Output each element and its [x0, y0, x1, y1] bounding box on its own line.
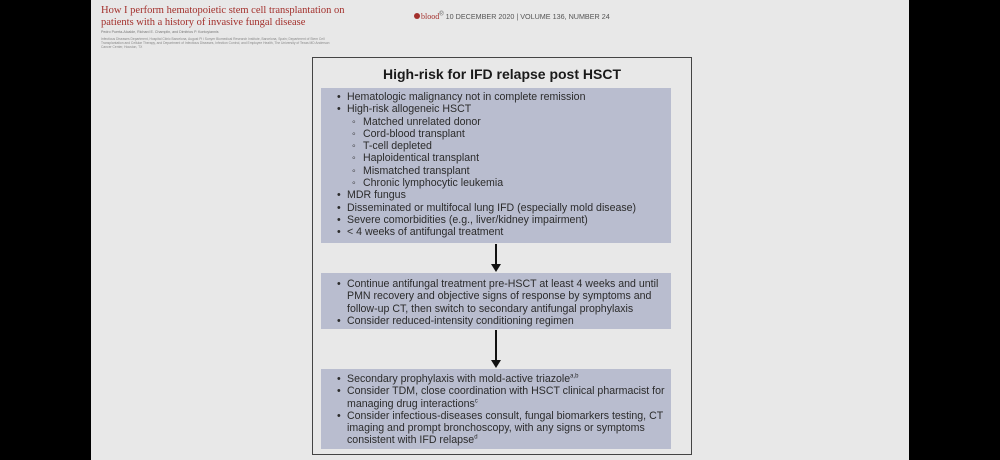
- figure-flowchart: [312, 57, 692, 455]
- sub-list-item: ◦ Mismatched transplant: [337, 165, 665, 177]
- document-page: [91, 0, 909, 460]
- down-arrow-icon: [495, 330, 497, 366]
- article-title: How I perform hematopoietic stem cell transplantation on patients with a history of invasive fungal disease: [101, 5, 345, 28]
- footnote-mark: d: [474, 434, 478, 441]
- list-item: [337, 373, 665, 385]
- down-arrow-icon: [495, 244, 497, 270]
- affiliations: Infectious Diseases Department, Hospital Clínic Barcelona, August Pi i Sunyer Biomedical Research Institute, Barcelona, Spain; Department of Stem Cell Transplantation and Cellular Therapy, and Department of Infectious Diseases, Infection Control, and Employee Health, The University of Texas MD Anderson Cancer Center, Houston, TX: [101, 37, 330, 50]
- risk-factors-panel: [321, 88, 671, 243]
- list-item: • < 4 weeks of antifungal treatment: [337, 226, 665, 238]
- journal-info: 10 DECEMBER 2020 | VOLUME 136, NUMBER 24: [445, 12, 610, 21]
- sub-list-item: ◦ Cord-blood transplant: [337, 128, 665, 140]
- list-item: • MDR fungus: [337, 189, 665, 201]
- list-item: • Hematologic malignancy not in complete remission: [337, 91, 665, 103]
- list-item: • Disseminated or multifocal lung IFD (especially mold disease): [337, 202, 665, 214]
- item-text: Consider TDM, close coordination with HSCT clinical pharmacist for managing drug interactions: [347, 385, 665, 410]
- journal-logo: blood: [421, 12, 440, 21]
- blood-drop-icon: [414, 13, 420, 19]
- list-item: • Continue antifungal treatment pre-HSCT at least 4 weeks and until PMN recovery and objective signs of response by symptoms and follow-up CT, then switch to secondary antifungal prophylaxis: [337, 278, 665, 315]
- list-item: • High-risk allogeneic HSCT: [337, 103, 665, 115]
- sub-list-item: ◦ Haploidentical transplant: [337, 152, 665, 164]
- sub-list-item: ◦ Chronic lymphocytic leukemia: [337, 177, 665, 189]
- list-item: • Consider reduced-intensity conditioning regimen: [337, 315, 665, 327]
- item-text: Consider infectious-diseases consult, fungal biomarkers testing, CT imaging and prompt bronchoscopy, with any signs or symptoms consistent with IFD relapse: [347, 409, 664, 447]
- footnote-mark: a,b: [570, 373, 579, 380]
- journal-header: blood® 10 DECEMBER 2020 | VOLUME 136, NUMBER 24: [414, 12, 610, 21]
- list-item: • Severe comorbidities (e.g., liver/kidney impairment): [337, 214, 665, 226]
- pre-hsct-panel: [321, 273, 671, 329]
- list-item: [337, 410, 665, 447]
- post-hsct-panel: [321, 369, 671, 449]
- authors: Pedro Puerta-Alcalde, Richard E. Champlin, and Dimitrios P. Kontoyiannis: [101, 30, 219, 34]
- figure-title: High-risk for IFD relapse post HSCT: [382, 66, 622, 82]
- item-text: Secondary prophylaxis with mold-active triazole: [347, 373, 571, 385]
- list-item: [337, 385, 665, 410]
- sub-list-item: ◦ T-cell depleted: [337, 140, 665, 152]
- footnote-mark: c: [474, 398, 478, 405]
- sub-list-item: ◦ Matched unrelated donor: [337, 116, 665, 128]
